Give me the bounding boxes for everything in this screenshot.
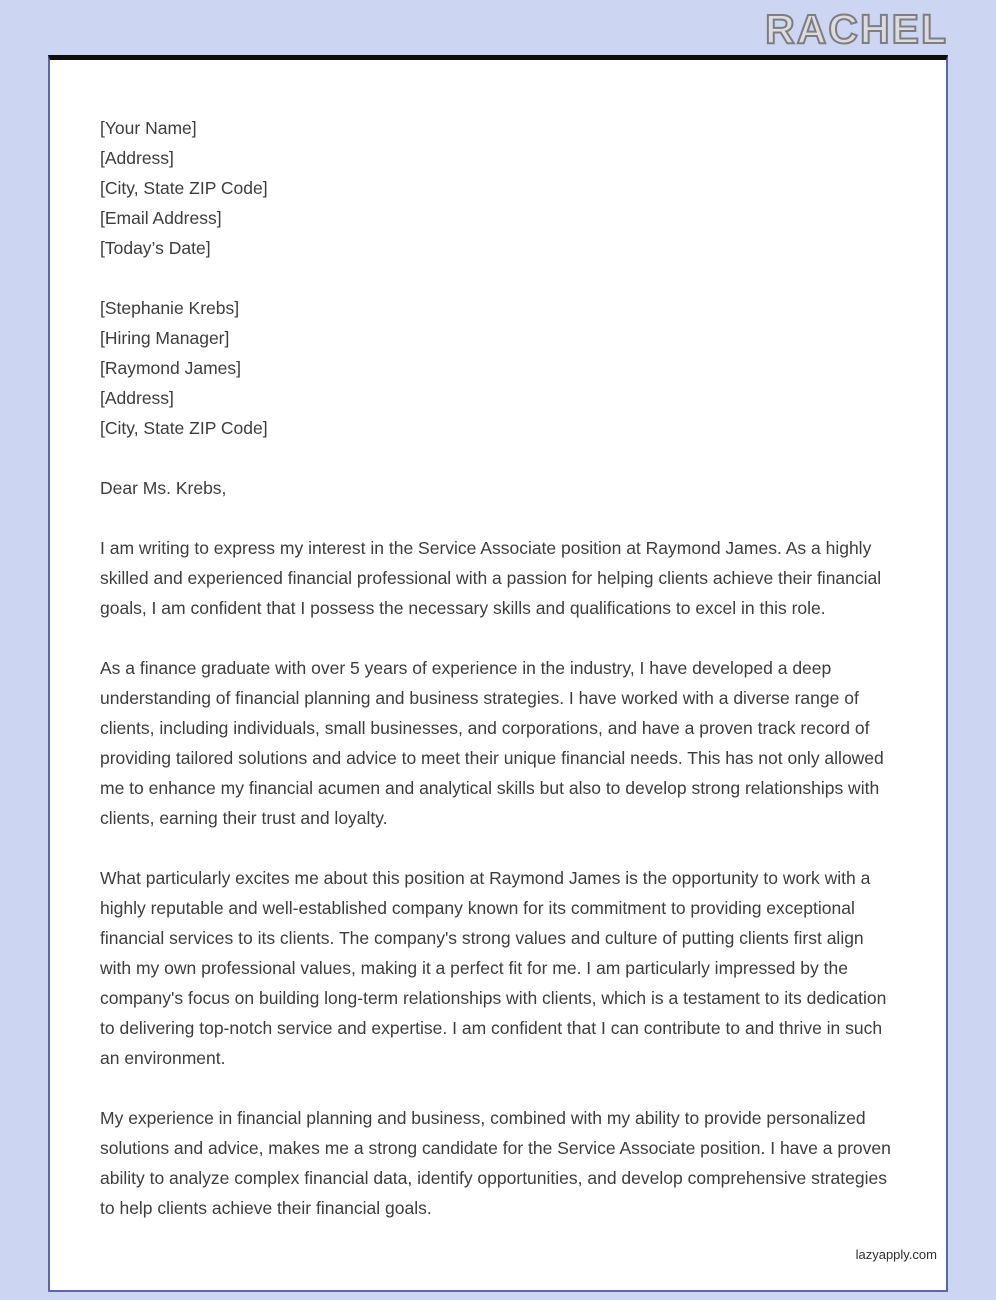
recipient-line: [City, State ZIP Code] — [100, 418, 268, 438]
sender-block — [100, 113, 896, 263]
sender-line: [Today’s Date] — [100, 238, 211, 258]
salutation: Dear Ms. Krebs, — [100, 478, 227, 498]
recipient-line: [Stephanie Krebs] — [100, 298, 240, 318]
letter-paragraph: I am writing to express my interest in the Service Associate position at Raymond James. As a highly skilled and experienced financial professional with a passion for helping clients achieve their financial goals, I am confident that I possess the necessary skills and qualifications to excel in this role. — [100, 538, 882, 618]
document-page — [48, 55, 948, 1292]
recipient-line: [Raymond James] — [100, 358, 242, 378]
sender-line: [City, State ZIP Code] — [100, 178, 268, 198]
sender-line: [Email Address] — [100, 208, 222, 228]
brand-logo: RACHEL — [765, 6, 948, 52]
sender-line: [Your Name] — [100, 118, 197, 138]
watermark: lazyapply.com — [855, 1247, 937, 1262]
letter-paragraph: As a finance graduate with over 5 years of experience in the industry, I have developed a deep understanding of financial planning and business strategies. I have worked with a diverse range of clients, including individuals, small businesses, and corporations, and have a proven track record of providing tailored solutions and advice to meet their unique financial needs. This has not only allowed me to enhance my financial acumen and analytical skills but also to develop strong relationships with clients, earning their trust and loyalty. — [100, 658, 884, 828]
recipient-block — [100, 293, 896, 443]
letter-content — [50, 60, 946, 1223]
recipient-line: [Hiring Manager] — [100, 328, 230, 348]
sender-line: [Address] — [100, 148, 174, 168]
letter-paragraph: My experience in financial planning and business, combined with my ability to provide personalized solutions and advice, makes me a strong candidate for the Service Associate position. I have a proven ability to analyze complex financial data, identify opportunities, and develop comprehensive strategies to help clients achieve their financial goals. — [100, 1108, 891, 1218]
recipient-line: [Address] — [100, 388, 174, 408]
letter-paragraph: What particularly excites me about this position at Raymond James is the opportunity to work with a highly reputable and well-established company known for its commitment to providing exceptional financial services to its clients. The company's strong values and culture of putting clients first align with my own professional values, making it a perfect fit for me. I am particularly impressed by the company's focus on building long-term relationships with clients, which is a testament to its dedication to delivering top-notch service and expertise. I am confident that I can contribute to and thrive in such an environment. — [100, 868, 887, 1068]
